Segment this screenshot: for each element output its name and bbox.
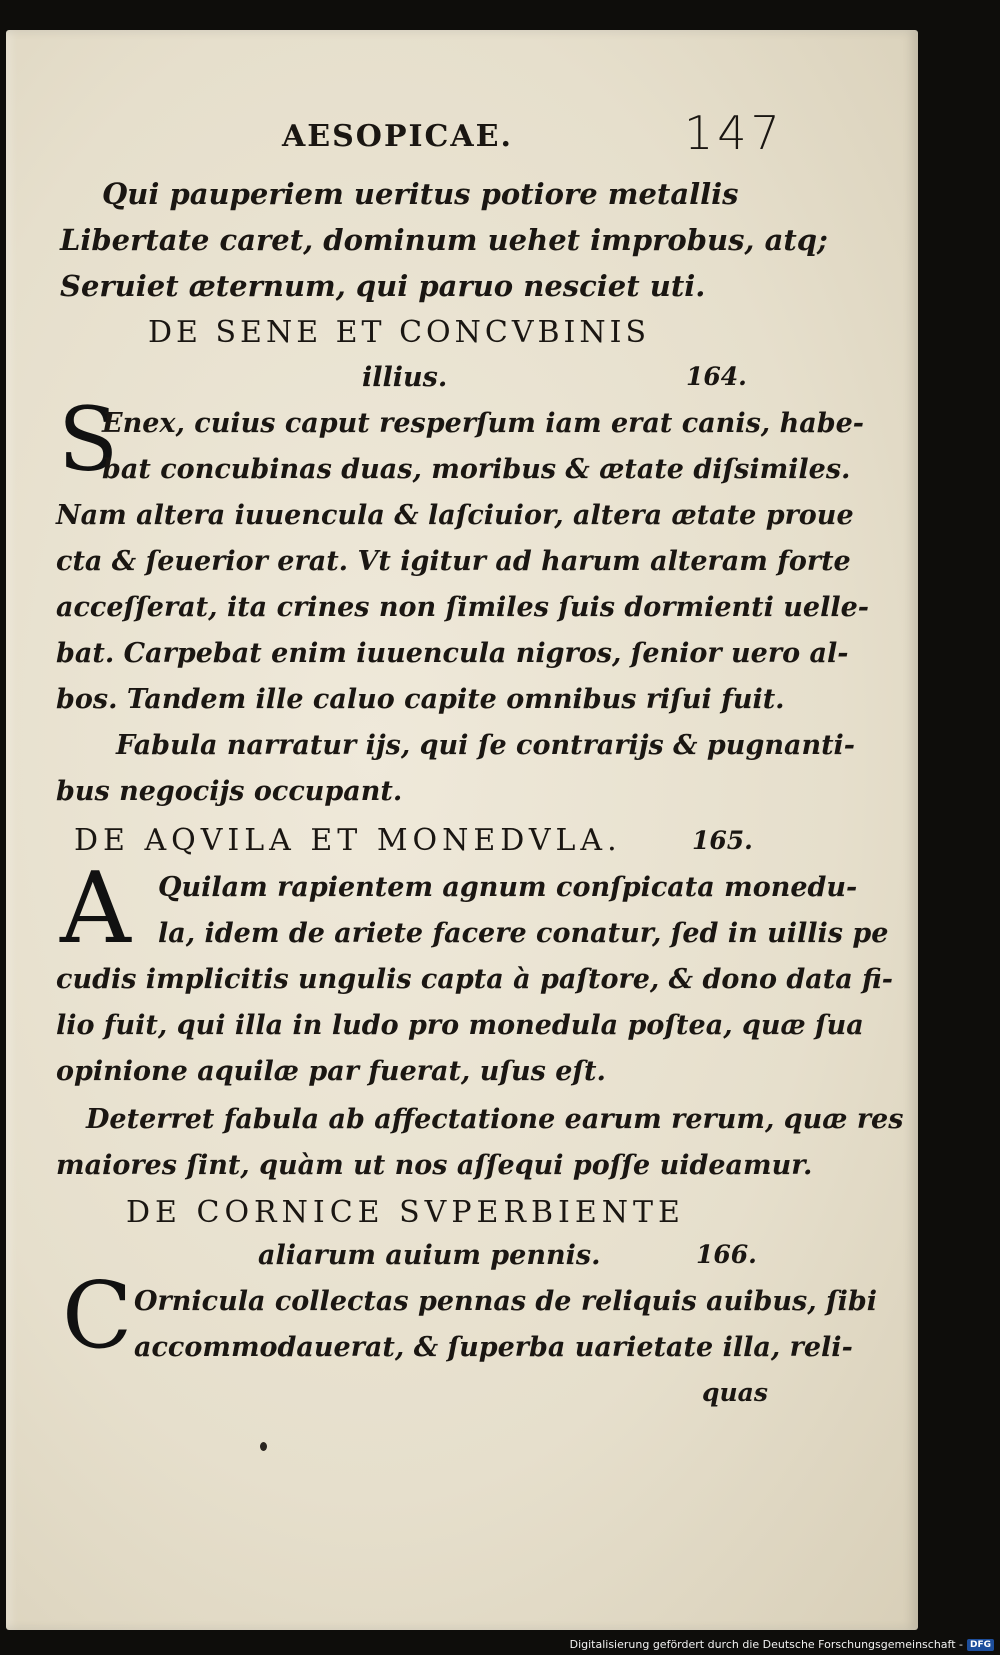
drop-initial: S bbox=[58, 388, 119, 491]
fable-title: DE SENE ET CONCVBINIS bbox=[148, 315, 651, 350]
drop-initial: C bbox=[62, 1262, 133, 1369]
verse-line: Qui pauperiem ueritus potiore metallis bbox=[102, 177, 739, 211]
text-line: Ornicula collectas pennas de reliquis auibus, ſibi bbox=[134, 1286, 878, 1317]
text-line: Nam altera iuuencula & laſciuior, altera ætate proue bbox=[56, 500, 854, 531]
moral-line: maiores ſint, quàm ut nos aſſequi poſſe uideamur. bbox=[56, 1150, 813, 1181]
ink-speck bbox=[260, 1442, 267, 1451]
text-line: bat concubinas duas, moribus & ætate diſsimiles. bbox=[102, 454, 851, 485]
fable-title: DE AQVILA ET MONEDVLA. bbox=[74, 823, 622, 858]
credit-text: Digitalisierung gefördert durch die Deutsche Forschungsgemeinschaft - bbox=[569, 1638, 963, 1651]
dfg-logo: DFG bbox=[967, 1639, 994, 1651]
text-line: Quilam rapientem agnum conſpicata monedu- bbox=[158, 872, 858, 903]
fable-title: DE CORNICE SVPERBIENTE bbox=[126, 1195, 685, 1230]
fable-number: 165. bbox=[692, 826, 753, 855]
text-line: Enex, cuius caput resperſum iam erat canis, habe- bbox=[102, 408, 864, 439]
moral-line: Fabula narratur ijs, qui ſe contrarijs & pugnanti- bbox=[116, 730, 856, 761]
book-page bbox=[6, 30, 918, 1630]
fable-number: 164. bbox=[686, 362, 747, 391]
fable-title-continued: aliarum auium pennis. bbox=[258, 1240, 601, 1271]
moral-line: Deterret fabula ab affectatione earum rerum, quæ res bbox=[86, 1104, 904, 1135]
digitization-credit bbox=[570, 1638, 994, 1651]
fable-number: 166. bbox=[696, 1240, 757, 1269]
page-number: 147 bbox=[684, 106, 784, 160]
running-title: AESOPICAE. bbox=[282, 119, 513, 154]
text-line: cta & ſeuerior erat. Vt igitur ad harum alteram forte bbox=[56, 546, 851, 577]
verse-line: Seruiet æternum, qui paruo nesciet uti. bbox=[60, 269, 706, 303]
catchword: quas bbox=[702, 1378, 768, 1407]
text-line: bos. Tandem ille caluo capite omnibus riſui fuit. bbox=[56, 684, 785, 715]
text-line: bat. Carpebat enim iuuencula nigros, ſenior uero al- bbox=[56, 638, 849, 669]
text-line: cudis implicitis ungulis capta à paſtore, & dono data fi- bbox=[56, 964, 893, 995]
fable-title-continued: illius. bbox=[362, 362, 448, 393]
text-line: la, idem de ariete facere conatur, ſed in uillis pe bbox=[158, 918, 889, 949]
text-line: lio fuit, qui illa in ludo pro monedula poſtea, quæ ſua bbox=[56, 1010, 864, 1041]
text-line: opinione aquilæ par fuerat, uſus eſt. bbox=[56, 1056, 606, 1087]
text-line: acceſſerat, ita crines non ſimiles ſuis dormienti uelle- bbox=[56, 592, 869, 623]
drop-initial: A bbox=[60, 852, 131, 966]
moral-line: bus negocijs occupant. bbox=[56, 776, 403, 807]
verse-line: Libertate caret, dominum uehet improbus, atq; bbox=[60, 223, 828, 257]
text-line: accommodauerat, & ſuperba uarietate illa, reli- bbox=[134, 1332, 853, 1363]
